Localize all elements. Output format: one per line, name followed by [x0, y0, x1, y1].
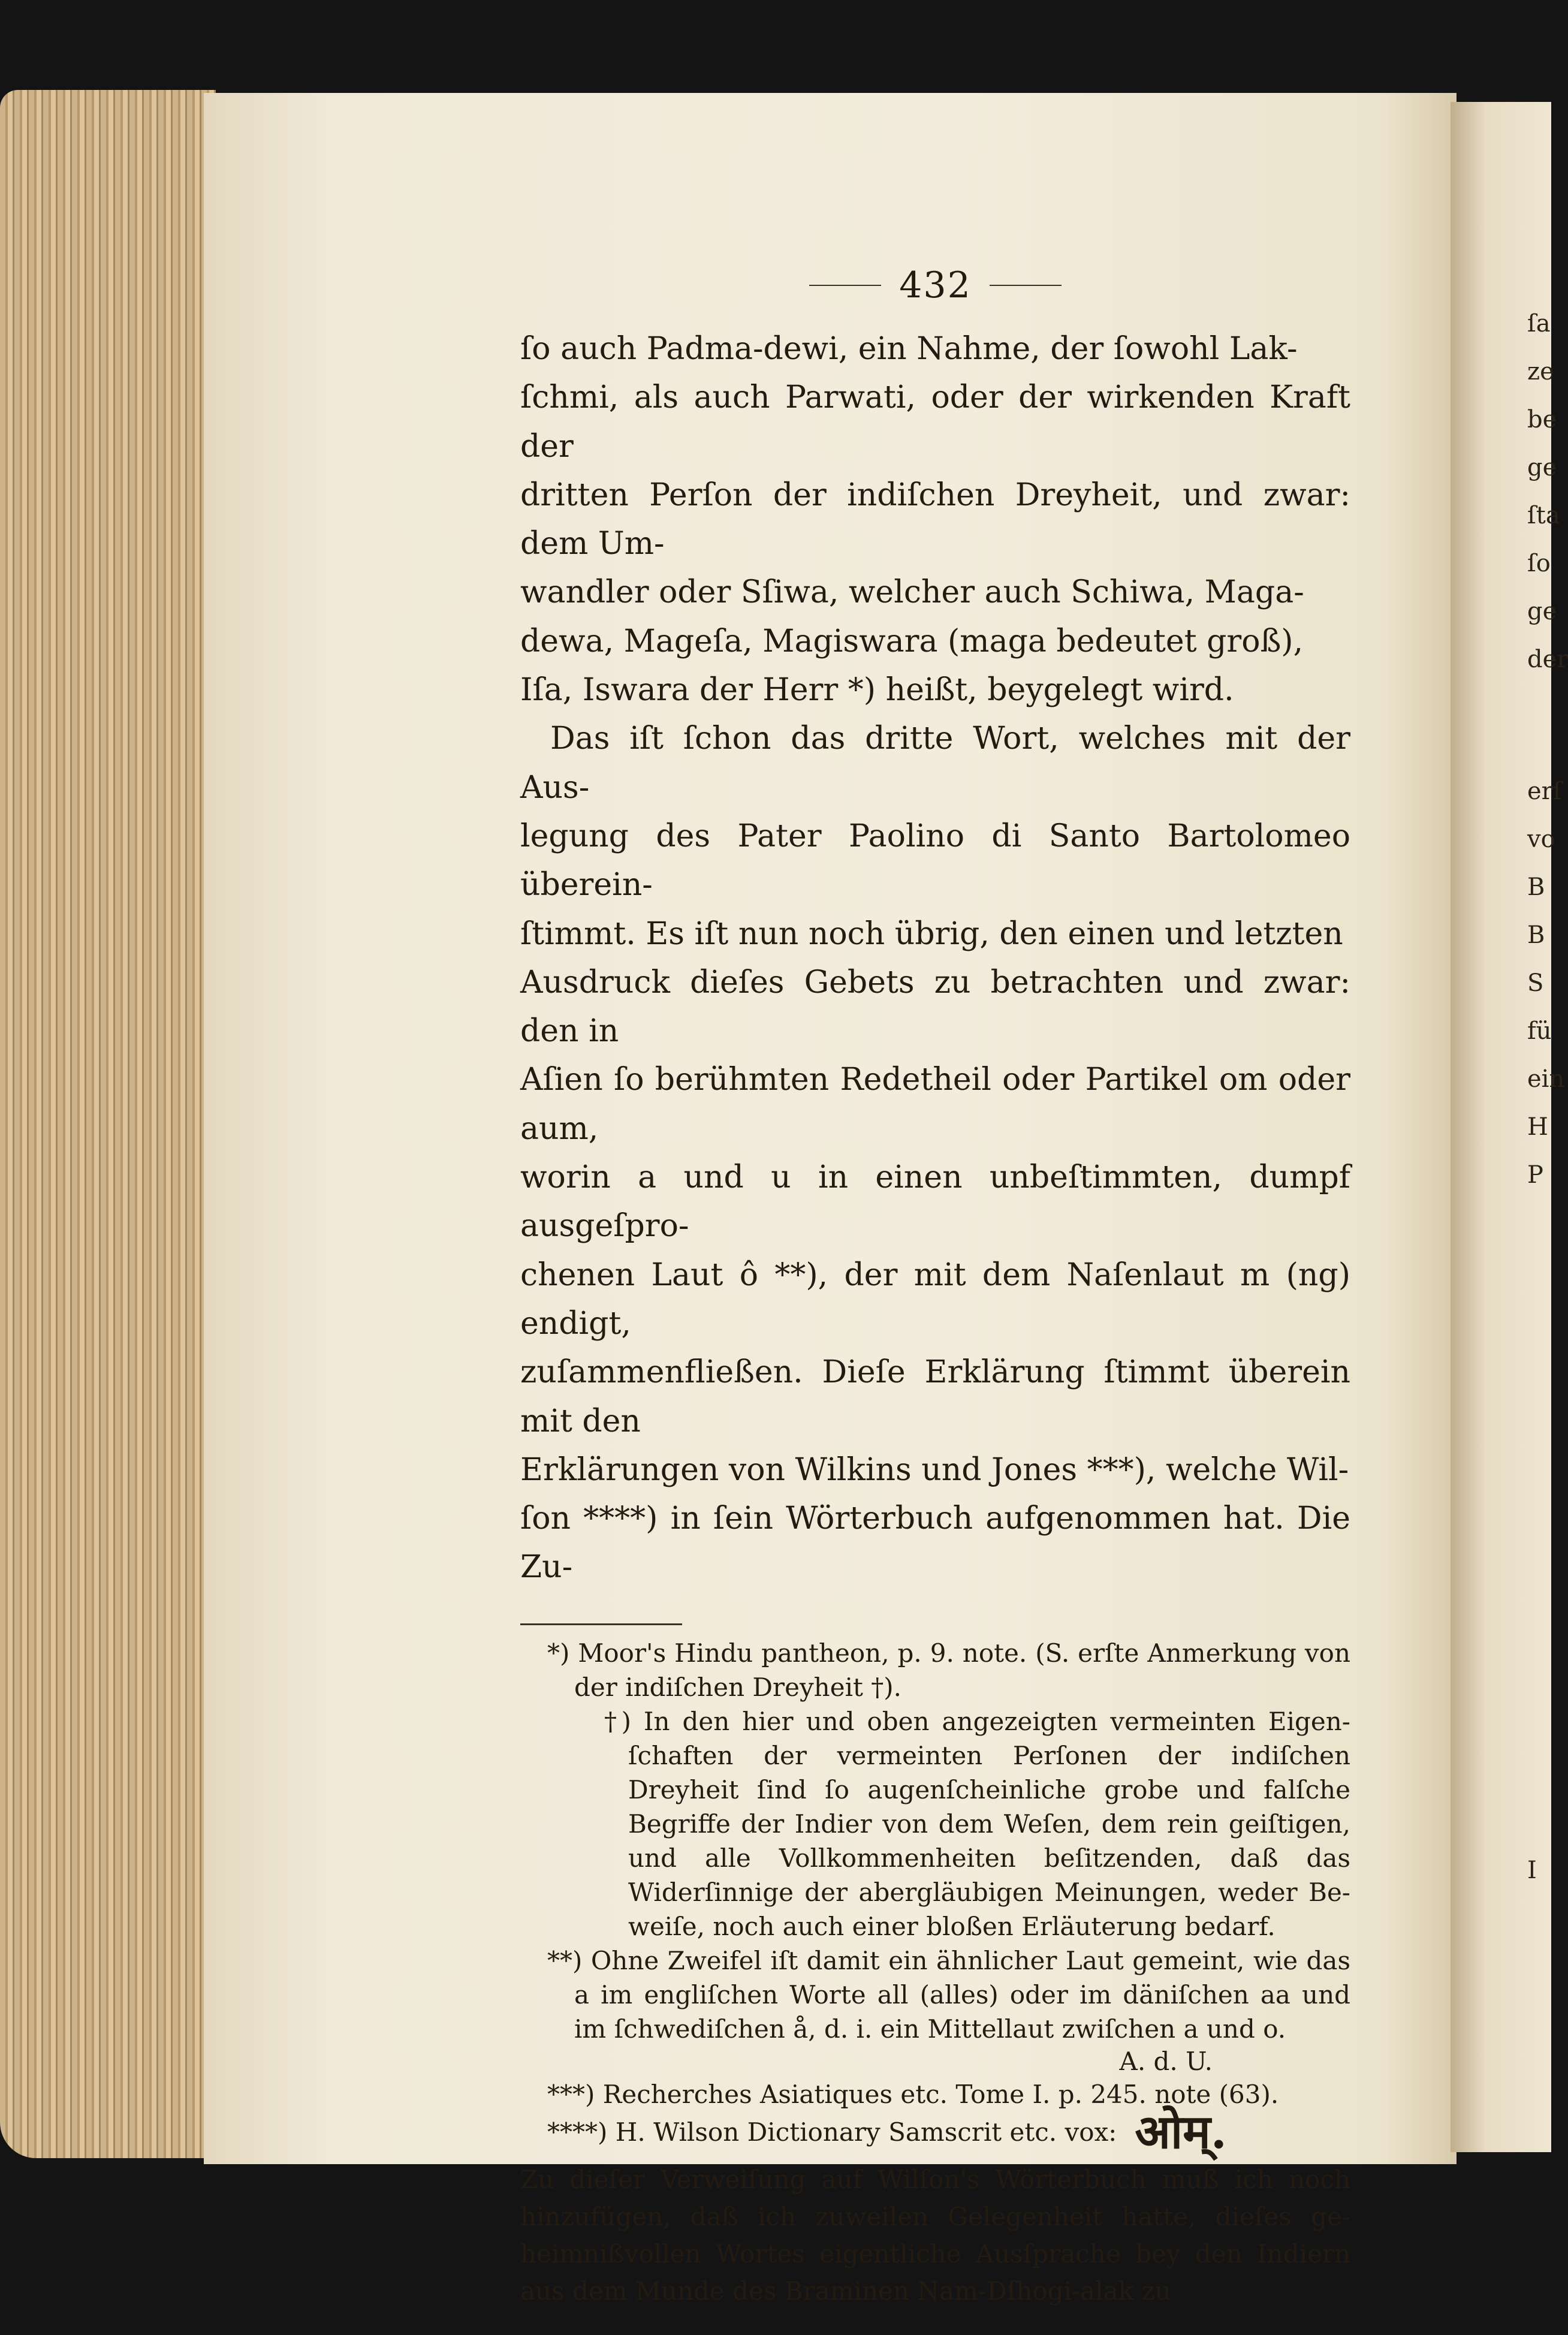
footnote-1-sub: †) In den hier und oben angezeigten vermeinten Eigen-ſchaften der vermeinten Perſonen der indiſchen Dreyheit ſind ſo augenſcheinliche grobe und falſche Begriffe der Indier von dem Weſen, dem rein geiſtigen, und alle Vollkommenheiten beſitzenden, daß das Widerſinnige der abergläubigen Meinungen, weder Be-weiſe, noch auch einer bloßen Erläuterung bedarf. — [604, 1706, 1350, 1941]
facing-page-fragment: B — [1527, 921, 1545, 949]
header-dash-left — [809, 285, 881, 286]
body-line: Erklärungen von Wilkins und Jones ***), welche Wil- — [520, 1451, 1349, 1488]
body-line: ſo auch Padma-dewi, ein Nahme, der ſowohl Lak- — [520, 331, 1298, 367]
body-line: chenen Laut ô **), der mit dem Naſenlaut m (ng) endigt, — [520, 1257, 1350, 1342]
body-line — [520, 715, 1350, 812]
facing-page-fragment: erſ — [1527, 778, 1562, 805]
body-line: Iſa, Iswara der Herr *) heißt, beygelegt wird. — [520, 672, 1234, 709]
facing-page-fragment: H — [1527, 1113, 1548, 1141]
page-header — [520, 258, 1350, 313]
body-line: worin a und u in einen unbeſtimmten, dumpf ausgeſpro- — [520, 1159, 1350, 1245]
body-line: ſchmi, als auch Parwati, oder der wirkenden Kraft der — [520, 379, 1350, 465]
facing-page-fragment: ſa — [1527, 310, 1551, 338]
body-line: legung des Pater Paolino di Santo Bartolomeo überein- — [520, 818, 1350, 903]
body-line: dewa, Mageſa, Magiswara (maga bedeutet groß), — [520, 623, 1304, 659]
facing-page-fragment: ein — [1527, 1065, 1565, 1093]
facing-page-fragment: fü — [1527, 1017, 1552, 1045]
facing-page-fragment: ge — [1527, 598, 1557, 625]
facing-page-fragment: ge — [1527, 454, 1557, 481]
footnote-3: ***) Recherches Asiatiques etc. Tome I. p. 245. note (63). — [547, 2079, 1279, 2109]
body-line: ſtimmt. Es iſt nun noch übrig, den einen und letzten — [520, 915, 1343, 952]
page-number: 432 — [899, 264, 972, 306]
translator-note-sign: A. d. U. — [1119, 2046, 1213, 2076]
body-line: zuſammenfließen. Dieſe Erklärung ſtimmt überein mit den — [520, 1354, 1350, 1439]
facing-page-fragment: vo — [1527, 825, 1555, 853]
facing-page-fragment: ſo — [1527, 550, 1551, 577]
body-text — [520, 325, 1350, 1592]
footnote-continuation: Zu dieſer Verweiſung auf Wilſon's Wörterbuch muß ich noch hinzufügen, daß ich zuweilen Gelegenheit hatte, dieſes ge-heimnißvollen Wortes eigentliche Ausſprache bey den Indiern aus dem Munde des Braminen Nam-Dſhogi-alak zu — [520, 2164, 1350, 2306]
body-line: dritten Perſon der indiſchen Dreyheit, und zwar: dem Um- — [520, 477, 1350, 562]
body-line: wandler oder Sſiwa, welcher auch Schiwa, Maga- — [520, 574, 1304, 611]
facing-page-fragment: I — [1527, 1857, 1537, 1884]
facing-page-fragment: B — [1527, 873, 1545, 901]
footnote-2: **) Ohne Zweifel iſt damit ein ähnlicher Laut gemeint, wie das a im engliſchen Worte all (alles) oder im däniſchen aa und im ſchwediſchen å, d. i. ein Mittellaut zwiſchen a und o. — [547, 1945, 1350, 2044]
footnote-4-text: ****) H. Wilson Dictionary Samscrit etc. vox: — [547, 2117, 1117, 2147]
body-line: Aſien ſo berühmten Redetheil oder Partikel om oder aum, — [520, 1062, 1350, 1147]
footnote-1: *) Moor's Hindu pantheon, p. 9. note. (S. erſte Anmerkung von der indiſchen Dreyheit †). — [547, 1638, 1350, 1702]
facing-page-fragment: ze — [1527, 358, 1554, 385]
facing-page-fragment: be — [1527, 406, 1557, 433]
footnote-separator — [520, 1623, 682, 1625]
page-content — [520, 258, 1350, 2335]
devanagari-om: ओम्. — [1135, 2104, 1227, 2159]
body-line: Ausdruck dieſes Gebets zu betrachten und zwar: den in — [520, 964, 1350, 1050]
footnotes — [520, 1636, 1350, 2310]
header-dash-right — [990, 285, 1062, 286]
facing-page-fragment: S — [1527, 969, 1544, 997]
paragraph-start: Das iſt ſchon das dritte Wort, welches mit der Aus- — [520, 721, 1350, 806]
facing-page-fragment: der — [1527, 646, 1568, 673]
book-edge-left — [0, 90, 216, 2158]
body-line: ſon ****) in ſein Wörterbuch aufgenommen hat. Die Zu- — [520, 1501, 1350, 1586]
facing-page-fragment: P — [1527, 1161, 1543, 1189]
facing-page-fragment: ſta — [1527, 502, 1560, 529]
footnote-4 — [520, 2104, 1350, 2159]
